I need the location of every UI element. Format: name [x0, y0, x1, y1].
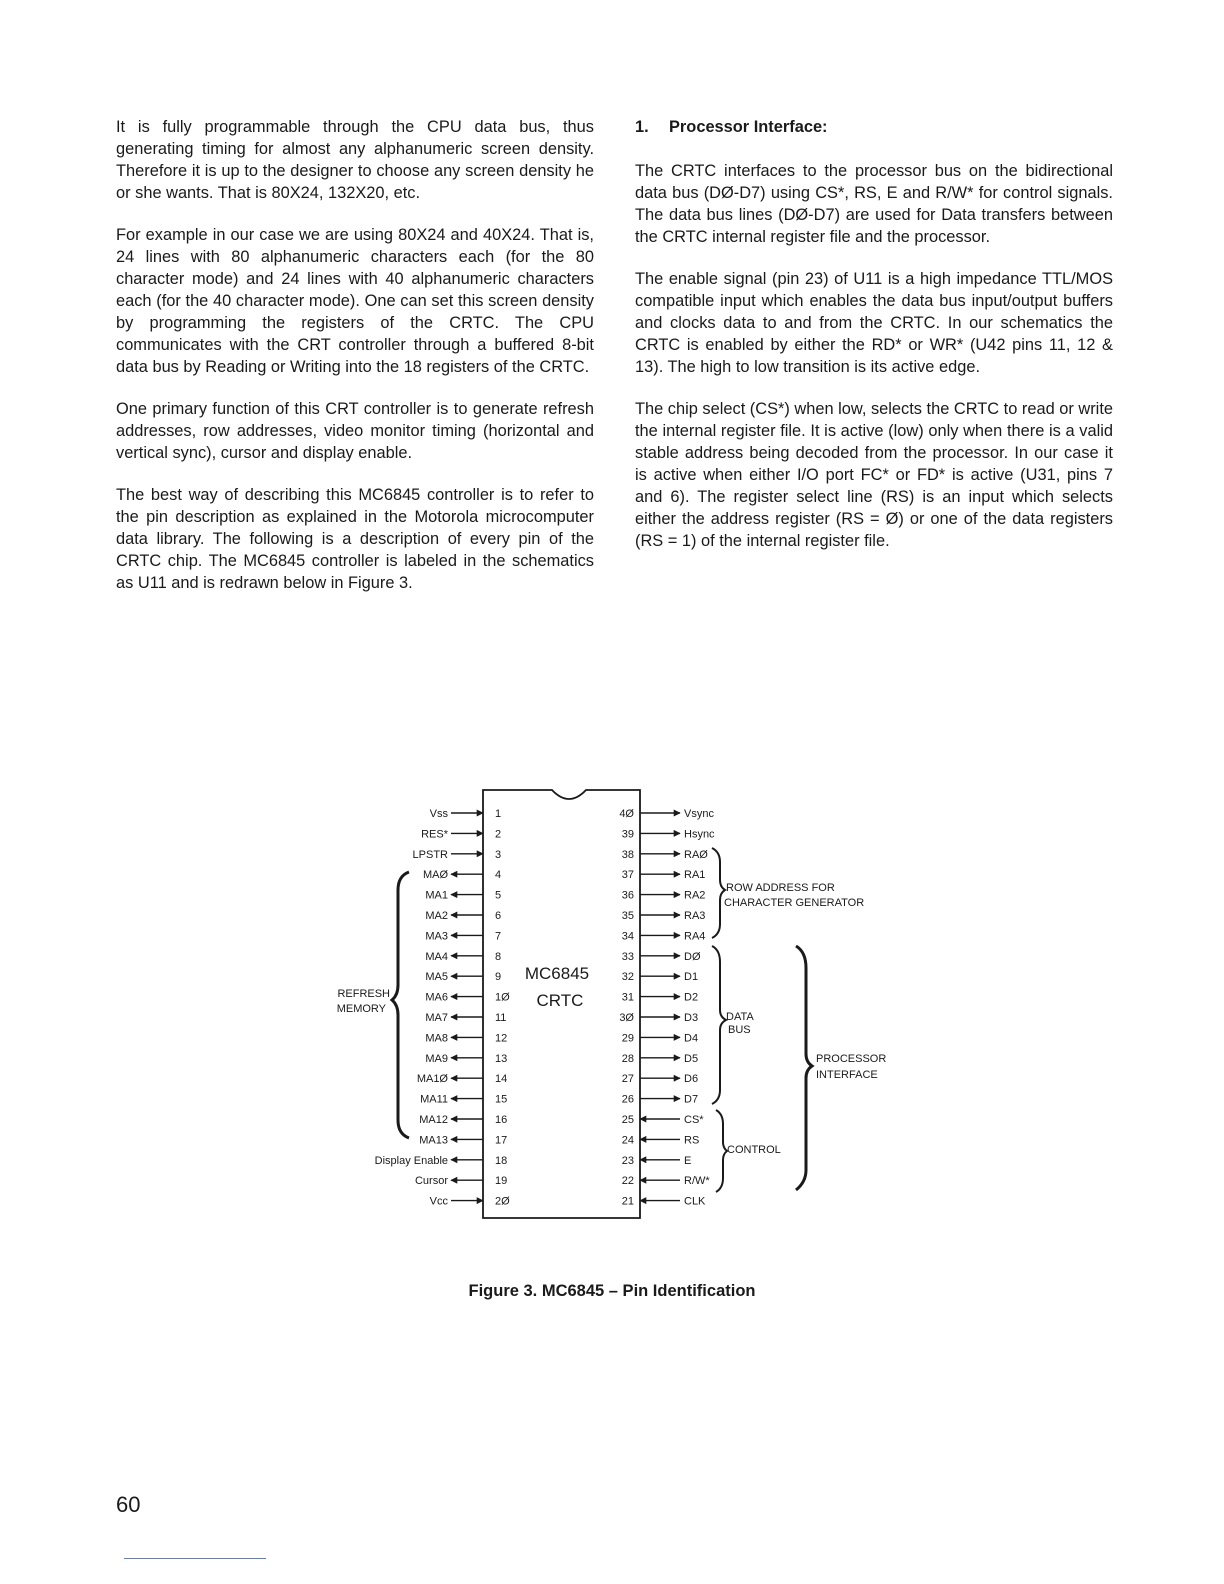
data-bus-label: DATA — [726, 1011, 754, 1023]
pin-number: 37 — [621, 869, 634, 882]
pin-number: 3 — [495, 848, 502, 861]
pin-label: MA8 — [425, 1032, 448, 1045]
pin-label: Vss — [429, 808, 448, 820]
pin-number: 16 — [495, 1114, 508, 1126]
pin-number: 25 — [621, 1114, 634, 1126]
refresh-memory-label: MEMORY — [336, 1003, 386, 1015]
pin-label: Vsync — [684, 808, 714, 820]
footer-rule — [124, 1558, 266, 1559]
pin-label: LPSTR — [412, 848, 448, 861]
pin-label: MA3 — [425, 930, 448, 943]
pin-label: RAØ — [684, 848, 708, 861]
pin-label: MA7 — [425, 1012, 448, 1024]
pin-number: 9 — [495, 971, 502, 984]
pin-label: MA9 — [425, 1052, 448, 1065]
pin-number: 1Ø — [495, 991, 510, 1004]
pin-number: 11 — [495, 1012, 507, 1024]
pin-number: 19 — [495, 1175, 508, 1188]
pin-number: 2 — [495, 828, 502, 841]
pin-label: MA13 — [419, 1134, 448, 1147]
pin-number: 27 — [621, 1073, 634, 1086]
processor-interface-brace — [796, 946, 812, 1190]
pin-number: 28 — [621, 1052, 634, 1065]
pin-label: MA1 — [425, 889, 448, 902]
pin-label: Display Enable — [374, 1154, 448, 1167]
row-address-brace — [712, 848, 725, 938]
section-number: 1. — [635, 118, 649, 136]
pin-number: 3Ø — [619, 1012, 634, 1024]
chip-name: MC6845 — [524, 964, 590, 983]
pin-number: 15 — [495, 1093, 508, 1106]
pin-label: MA11 — [420, 1093, 448, 1106]
pin-label: D6 — [684, 1073, 699, 1086]
paragraph: One primary function of this CRT controller is to generate refresh addresses, row addresses, video monitor timing (horizontal and vertical sync), cursor and display enable. — [116, 400, 594, 462]
row-address-label: CHARACTER GENERATOR — [724, 897, 865, 909]
pin-label: MA4 — [425, 950, 448, 963]
pin-number: 21 — [621, 1195, 634, 1208]
pin-number: 31 — [621, 991, 634, 1004]
pin-label: MA5 — [425, 971, 448, 984]
processor-interface-label: PROCESSOR — [816, 1053, 887, 1065]
left-pins — [375, 808, 510, 1208]
refresh-memory-brace — [392, 872, 409, 1138]
paragraph: The chip select (CS*) when low, selects the CRTC to read or write the internal register file. It is active (low) only when there is a valid stable address being decoded from the processor. In our case it is active when either I/O port FC* or FD* is active (U31, pins 7 and 6). The register select line (RS) is an input which selects either the address register (RS = Ø) or one of the data registers (RS = 1) of the internal register file. — [635, 400, 1113, 550]
pin-label: RA4 — [684, 930, 706, 943]
pin-number: 8 — [495, 950, 502, 963]
pin-label: RA2 — [684, 889, 706, 902]
pin-label: Cursor — [414, 1175, 448, 1188]
right-pins — [619, 808, 715, 1208]
pin-number: 4Ø — [619, 808, 634, 820]
pin-label: Hsync — [684, 828, 715, 841]
pin-label: RA3 — [684, 910, 706, 922]
pin-number: 32 — [621, 971, 634, 984]
pin-label: E — [684, 1154, 692, 1167]
pin-number: 36 — [621, 889, 634, 902]
control-brace — [716, 1110, 727, 1192]
pin-number: 22 — [621, 1175, 634, 1188]
paragraph: For example in our case we are using 80X24 and 40X24. That is, 24 lines with 80 alphanumeric characters each (for the 80 character mode) and 24 lines with 40 alphanumeric characters each (for the 40 character mode). One can set this screen density by programming the registers of the CRTC. The CPU communicates with the CRT controller through a buffered 8-bit data bus by Reading or Writing into the 18 registers of the CRTC. — [116, 226, 594, 376]
pin-label: D5 — [684, 1052, 699, 1065]
pin-label: MAØ — [422, 869, 448, 882]
control-label: CONTROL — [727, 1144, 781, 1156]
pin-number: 18 — [495, 1154, 508, 1167]
pin-number: 1 — [495, 808, 502, 820]
row-address-label: ROW ADDRESS FOR — [726, 882, 835, 894]
pin-label: MA2 — [425, 910, 448, 922]
pin-label: RS — [684, 1134, 700, 1147]
paragraph: It is fully programmable through the CPU data bus, thus generating timing for almost any alphanumeric screen density. Therefore it is up to the designer to choose any screen density he or she wants. That is 80X24, 132X20, etc. — [116, 118, 594, 202]
refresh-memory-label: REFRESH — [337, 988, 390, 1000]
pin-number: 14 — [495, 1073, 508, 1086]
pin-number: 6 — [495, 910, 502, 922]
pin-label: MA1Ø — [416, 1073, 448, 1086]
pin-label: RES* — [421, 828, 448, 841]
pin-label: RA1 — [684, 869, 706, 882]
pin-label: Vcc — [429, 1195, 448, 1208]
pin-number: 26 — [621, 1093, 634, 1106]
chip-subtitle: CRTC — [536, 991, 584, 1010]
paragraph: The best way of describing this MC6845 controller is to refer to the pin description as explained in the Motorola microcomputer data library. The following is a description of every pin of the CRTC chip. The MC6845 controller is labeled in the schematics as U11 and is redrawn below in Figure 3. — [116, 486, 594, 592]
pin-number: 5 — [495, 889, 502, 902]
pin-number: 4 — [495, 869, 502, 882]
pin-label: D3 — [684, 1012, 699, 1024]
figure-caption: Figure 3. MC6845 – Pin Identification — [468, 1282, 756, 1300]
pin-label: D2 — [684, 991, 699, 1004]
pin-label: D4 — [684, 1032, 699, 1045]
pin-number: 33 — [621, 950, 634, 963]
processor-interface-label: INTERFACE — [816, 1069, 878, 1081]
paragraph: The enable signal (pin 23) of U11 is a high impedance TTL/MOS compatible input which enables the data bus input/output buffers and clocks data to and from the CRTC. In our schematics the CRTC is enabled by either the RD* or WR* (U42 pins 11, 12 & 13). The high to low transition is its active edge. — [635, 270, 1113, 376]
data-bus-label: BUS — [728, 1024, 751, 1036]
pin-label: MA6 — [425, 991, 448, 1004]
pin-number: 17 — [495, 1134, 508, 1147]
pin-number: 23 — [621, 1154, 634, 1167]
pin-number: 12 — [495, 1032, 508, 1045]
pin-number: 39 — [621, 828, 634, 841]
pin-number: 24 — [621, 1134, 634, 1147]
pin-label: CS* — [684, 1114, 704, 1126]
pin-number: 34 — [621, 930, 634, 943]
page-number: 60 — [116, 1492, 141, 1517]
pin-number: 2Ø — [495, 1195, 510, 1208]
pin-number: 29 — [621, 1032, 634, 1045]
section-title: Processor Interface: — [669, 118, 828, 136]
pin-label: D1 — [684, 971, 699, 984]
pin-number: 13 — [495, 1052, 508, 1065]
pin-label: D7 — [684, 1093, 699, 1106]
pin-label: R/W* — [684, 1175, 710, 1188]
pin-label: MA12 — [419, 1114, 448, 1126]
paragraph: The CRTC interfaces to the processor bus on the bidirectional data bus (DØ-D7) using CS*, RS, E and R/W* for control signals. The data bus lines (DØ-D7) are used for Data transfers between the CRTC internal register file and the processor. — [635, 162, 1113, 246]
data-bus-brace — [712, 946, 726, 1104]
pin-number: 38 — [621, 848, 634, 861]
pin-label: DØ — [684, 950, 701, 963]
pin-number: 7 — [495, 930, 502, 943]
pin-label: CLK — [684, 1195, 706, 1208]
pin-number: 35 — [621, 910, 634, 922]
